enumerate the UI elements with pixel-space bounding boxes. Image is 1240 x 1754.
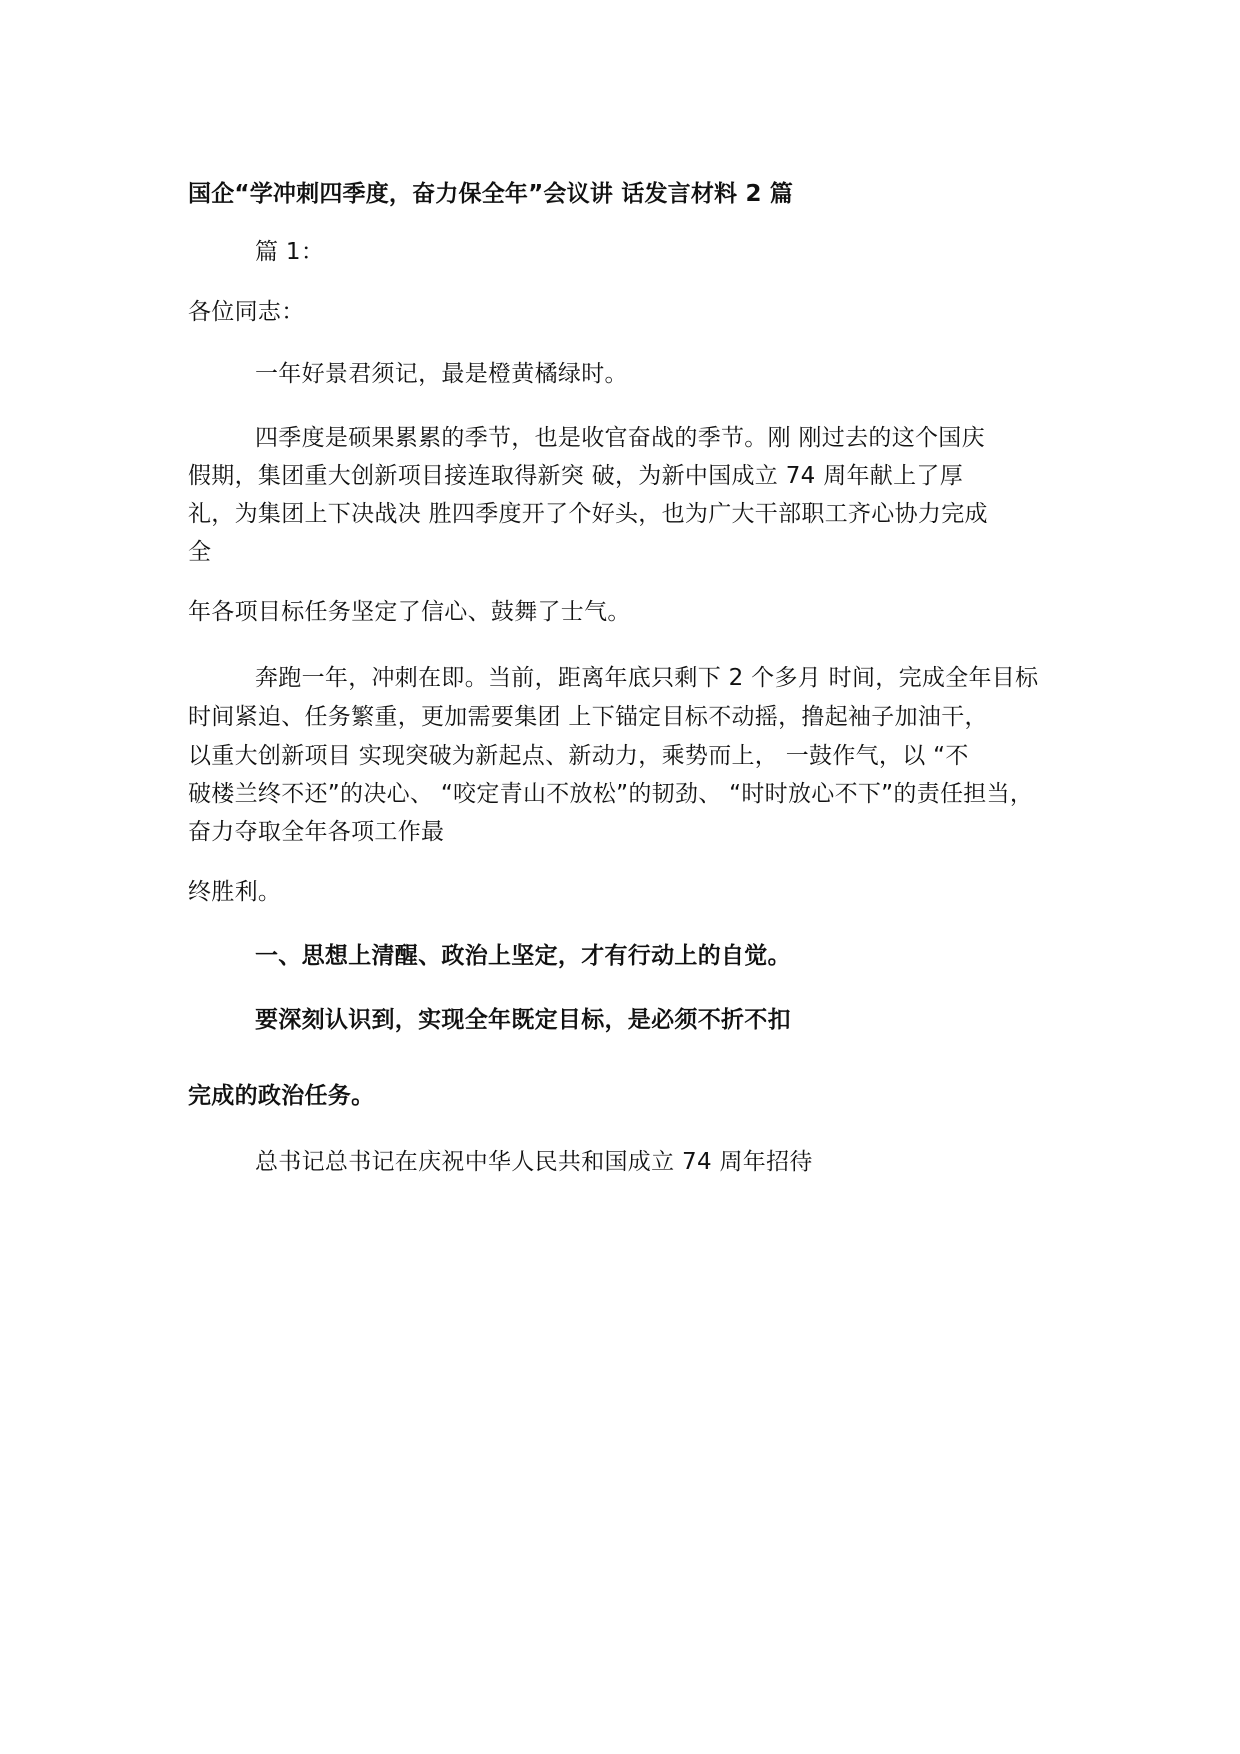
paragraph-2-line-3: 礼，为集团上下决战决 胜四季度开了个好头，也为广大干部职工齐心协力完成 [188,501,988,527]
document-title: 国企“学冲刺四季度，奋力保全年”会议讲 话发言材料 2 篇 [188,181,794,207]
section-heading-1: 一、思想上清醒、政治上坚定，才有行动上的自觉。 [255,943,791,969]
paragraph-3-line-1: 奔跑一年，冲刺在即。当前，距离年底只剩下 2 个多月 时间，完成全年目标 [255,665,1039,691]
paragraph-2-line-2: 假期，集团重大创新项目接连取得新突 破，为新中国成立 74 周年献上了厚 [188,463,963,489]
paragraph-2-line-1: 四季度是硕果累累的季节，也是收官奋战的季节。刚 刚过去的这个国庆 [255,425,985,451]
paragraph-2-line-4: 全 [188,539,212,565]
paragraph-3-line-2: 时间紧迫、任务繁重，更加需要集团 上下锚定目标不动摇，撸起袖子加油干， [188,704,988,730]
paragraph-3-line-4: 破楼兰终不还”的决心、 “咬定青山不放松”的韧劲、 “时时放心不下”的责任担当， [188,781,1034,807]
paragraph-1: 一年好景君须记，最是橙黄橘绿时。 [255,361,628,387]
paragraph-3-line-5: 奋力夺取全年各项工作最 [188,819,445,845]
paragraph-3-line-3: 以重大创新项目 实现突破为新起点、新动力，乘势而上， 一鼓作气，以 “不 [188,743,969,769]
section-heading-2-line-1: 要深刻认识到，实现全年既定目标，是必须不折不扣 [255,1007,791,1033]
part-label: 篇 1： [255,239,325,265]
paragraph-4: 总书记总书记在庆祝中华人民共和国成立 74 周年招待 [255,1149,813,1175]
paragraph-2-line-5: 年各项目标任务坚定了信心、鼓舞了士气。 [188,599,631,625]
section-heading-2-line-2: 完成的政治任务。 [188,1083,375,1109]
salutation: 各位同志： [188,299,305,325]
paragraph-3-line-6: 终胜利。 [188,879,282,905]
